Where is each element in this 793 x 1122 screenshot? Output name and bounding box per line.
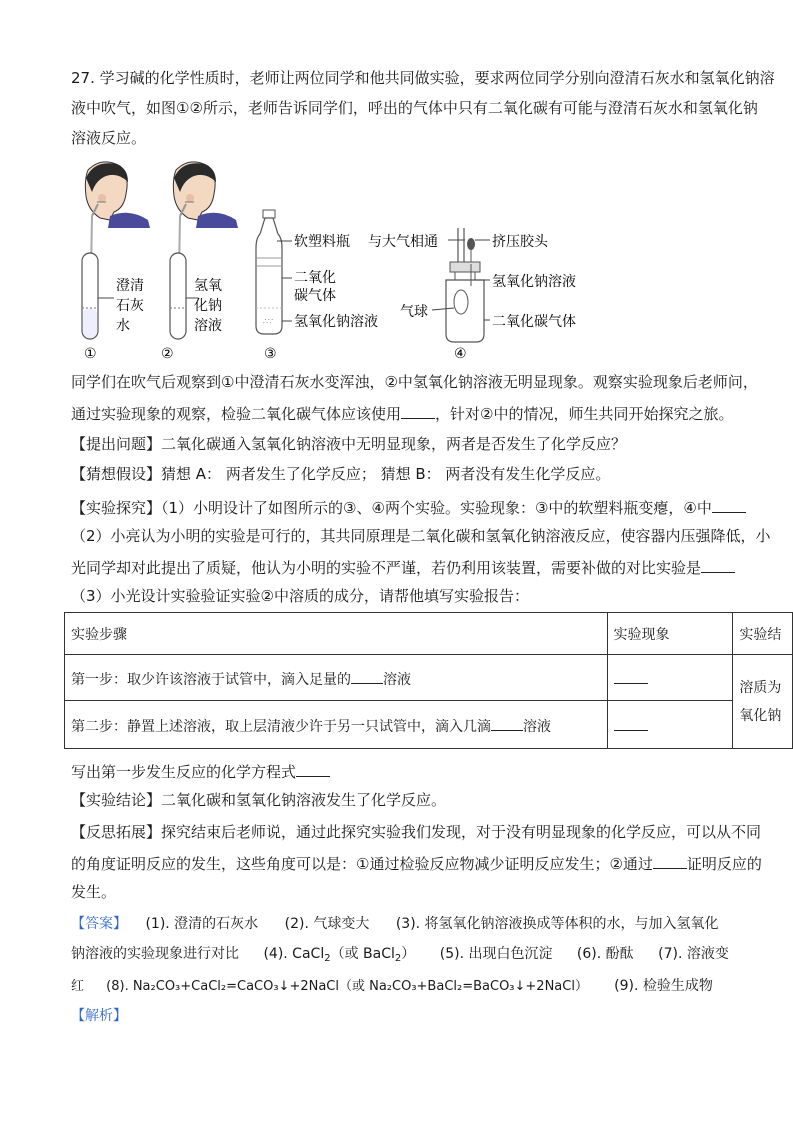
question-intro-3: 溶液反应。 xyxy=(71,129,147,147)
blank-3[interactable] xyxy=(701,556,735,573)
observation-line-2: 通过实验现象的观察，检验二氧化碳气体应该使用 ，针对②中的情况，师生共同开始探究之旅。 xyxy=(71,402,733,424)
table-row-step-1: 第一步：取少许该溶液于试管中，滴入足量的 溶液 xyxy=(65,655,608,701)
svg-text:∴∵: ∴∵ xyxy=(262,317,274,326)
person-blowing-icon-2 xyxy=(173,162,238,228)
bottle-co2-label-b: 碳气体 xyxy=(294,288,336,304)
tube2-label-a: 氢氧 xyxy=(194,278,222,294)
tube1-label-b: 石灰 xyxy=(116,298,144,314)
table-row-2-phenomenon xyxy=(607,701,733,749)
question-intro-2: 液中吹气，如图①②所示，老师告诉同学们，呼出的气体中只有二氧化碳有可能与澄清石灰水和氢氧化钠 xyxy=(71,99,758,117)
conclusion-tag: 【实验结论】 xyxy=(71,791,162,809)
blank-5[interactable] xyxy=(614,667,648,684)
answer-line-1: 【答案】 (1). 澄清的石灰水 (2). 气球变大 (3). 将氢氧化钠溶液换成等体积的水，与加入氢氧化 xyxy=(71,916,719,932)
answer-line-3: 红 (8). Na₂CO₃+CaCl₂=CaCO₃↓+2NaCl（或 Na₂CO₃+BaCl₂=BaCO₃↓+2NaCl） (9). 检验生成物 xyxy=(71,978,713,994)
person-blowing-icon-1 xyxy=(85,162,150,228)
table-header-phenomenon: 实验现象 xyxy=(607,613,733,655)
table-header-steps: 实验步骤 xyxy=(65,613,608,655)
tube1-label-a: 澄清 xyxy=(116,278,144,294)
balloon-device xyxy=(446,228,484,342)
device-co2-label: 二氧化碳气体 xyxy=(492,314,576,330)
figure-number-2: ② xyxy=(161,346,174,362)
tube1-label-c: 水 xyxy=(116,318,130,334)
bottle-co2-label-a: 二氧化 xyxy=(294,270,336,286)
explore-line-1: 【实验探究】（1）小明设计了如图所示的③、④两个实验。实验现象：③中的软塑料瓶变瘪，④中 xyxy=(71,496,746,518)
blank-7[interactable] xyxy=(614,714,648,731)
table-header-conclusion: 实验结 xyxy=(733,613,793,655)
figure-number-1: ① xyxy=(84,346,97,362)
answer-tag: 【答案】 xyxy=(71,916,127,932)
conclusion-line: 【实验结论】二氧化碳和氢氧化钠溶液发生了化学反应。 xyxy=(71,791,447,809)
experiment-figure xyxy=(70,158,610,363)
experiment-report-table xyxy=(64,612,793,749)
reflect-line-2: 的角度证明反应的发生，这些角度可以是：①通过检验反应物减少证明反应发生；②通过 证明反应的 xyxy=(71,852,762,874)
hypothesis-line: 【猜想假设】猜想 A： 两者发生了化学反应； 猜想 B： 两者没有发生化学反应。 xyxy=(71,465,611,483)
test-tube-2 xyxy=(170,253,186,339)
reflect-line-3: 发生。 xyxy=(71,883,117,901)
blank-2[interactable] xyxy=(712,496,746,513)
explore-line-4: （3）小光设计实验验证实验②中溶质的成分，请帮他填写实验报告： xyxy=(71,587,529,605)
table-row-step-2: 第二步：静置上述溶液，取上层清液少许于另一只试管中，滴入几滴 溶液 xyxy=(65,701,608,749)
answer-line-2: 钠溶液的实验现象进行对比 (4). CaCl$_2$（或 BaCl$_2$） (5). 出现白色沉淀 (6). 酚酞 (7). 溶液变 xyxy=(71,946,729,964)
question-intro-1: 27. 学习碱的化学性质时，老师让两位同学和他共同做实验，要求两位同学分别向澄清石灰水和氢氧化钠溶 xyxy=(71,69,775,87)
soft-plastic-bottle xyxy=(256,210,282,334)
table-conclusion-cell: 溶质为 氧化钠 xyxy=(733,655,793,749)
analysis-tag: 【解析】 xyxy=(71,1008,127,1024)
tube2-label-b: 化钠 xyxy=(194,298,222,314)
explore-line-2: （2）小亮认为小明的实验是可行的，其共同原理是二氧化碳和氢氧化钠溶液反应，使容器内压强降低，小 xyxy=(71,527,771,545)
bottle-naoh-label: 氢氧化钠溶液 xyxy=(294,314,378,330)
blank-8[interactable] xyxy=(296,760,330,777)
soft-bottle-label: 软塑料瓶 xyxy=(294,234,350,250)
question-number: 27. xyxy=(71,69,95,87)
reflect-line-1: 【反思拓展】探究结束后老师说，通过此探究实验我们发现，对于没有明显现象的化学反应，可以从不同 xyxy=(71,823,762,841)
explore-line-3: 光同学却对此提出了质疑，他认为小明的实验不严谨，若仍利用该装置，需要补做的对比实验是 xyxy=(71,556,735,578)
equation-line: 写出第一步发生反应的化学方程式 xyxy=(71,760,330,782)
dropper-label: 挤压胶头 xyxy=(492,234,548,250)
table-row-1-phenomenon xyxy=(607,655,733,701)
problem-line: 【提出问题】二氧化碳通入氢氧化钠溶液中无明显现象，两者是否发生了化学反应？ xyxy=(71,435,627,453)
hypothesis-tag: 【猜想假设】 xyxy=(71,465,162,483)
balloon-label: 气球 xyxy=(400,304,428,320)
blank-9[interactable] xyxy=(653,852,687,869)
atmosphere-label: 与大气相通 xyxy=(368,234,438,250)
explore-tag: 【实验探究】 xyxy=(71,499,162,517)
observation-line-1: 同学们在吹气后观察到①中澄清石灰水变浑浊，②中氢氧化钠溶液无明显现象。观察实验现象后老师问， xyxy=(71,373,758,391)
figure-number-3: ③ xyxy=(264,346,277,362)
tube2-label-c: 溶液 xyxy=(194,318,222,334)
problem-tag: 【提出问题】 xyxy=(71,435,162,453)
blank-1[interactable] xyxy=(401,402,435,419)
device-naoh-label: 氢氧化钠溶液 xyxy=(492,274,576,290)
blank-6[interactable] xyxy=(491,714,523,731)
figure-number-4: ④ xyxy=(454,346,467,362)
reflect-tag: 【反思拓展】 xyxy=(71,823,162,841)
blank-4[interactable] xyxy=(351,667,383,684)
